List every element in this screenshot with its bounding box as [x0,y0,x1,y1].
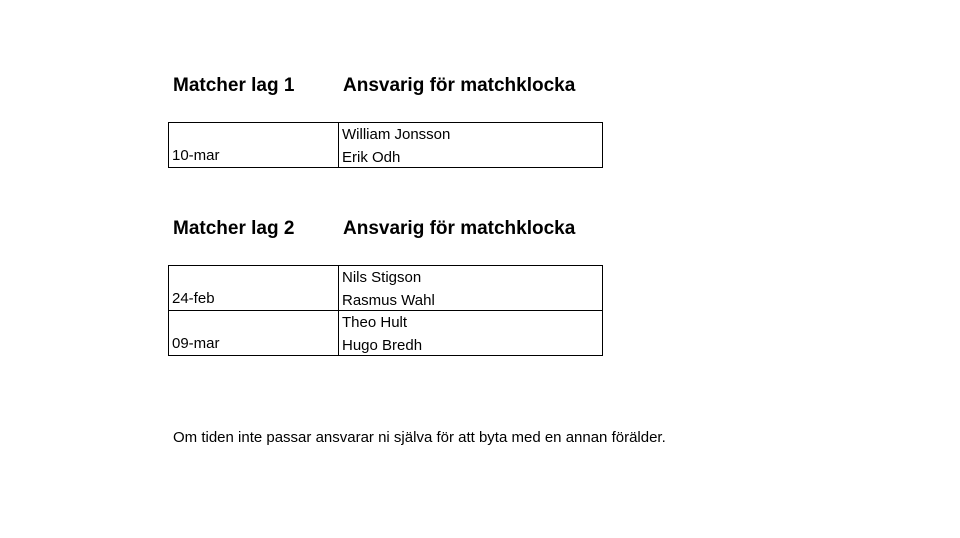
match-date: 09-mar [172,335,220,352]
team2-heading: Matcher lag 2 [173,218,295,239]
responsible-heading-2: Ansvarig för matchklocka [343,218,576,239]
people-cell [339,123,603,168]
team1-schedule-table [168,122,603,168]
table-row [169,266,603,311]
date-cell [169,266,339,311]
date-cell [169,311,339,356]
match-date: 10-mar [172,147,220,164]
responsible-person: Nils Stigson [342,269,422,286]
responsible-person: William Jonsson [342,126,451,143]
responsible-person: Hugo Bredh [342,337,423,354]
people-cell [339,266,603,311]
responsible-heading-1: Ansvarig för matchklocka [343,75,576,96]
parent-swap-note: Om tiden inte passar ansvarar ni själva för att byta med en annan förälder. [173,429,666,446]
table-row [169,311,603,356]
date-cell [169,123,339,168]
table-row [169,123,603,168]
responsible-person: Erik Odh [342,149,401,166]
team2-schedule-table [168,265,603,356]
people-cell [339,311,603,356]
responsible-person: Rasmus Wahl [342,292,435,309]
team1-heading: Matcher lag 1 [173,75,295,96]
match-date: 24-feb [172,290,215,307]
responsible-person: Theo Hult [342,314,408,331]
